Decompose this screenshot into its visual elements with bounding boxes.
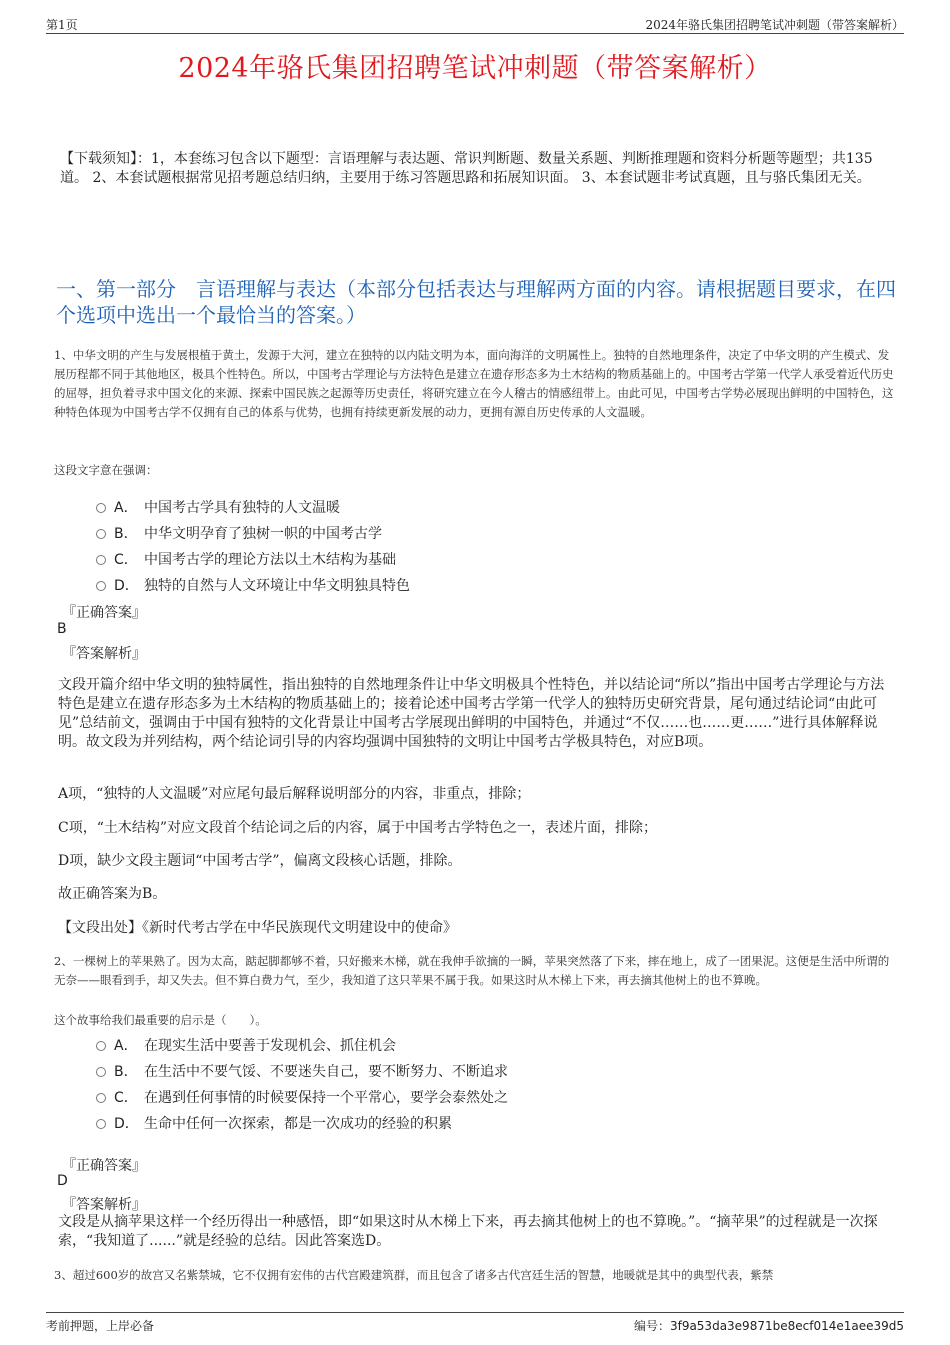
q1-answer: B (57, 621, 67, 637)
radio-icon[interactable] (96, 1067, 106, 1077)
radio-icon[interactable] (96, 581, 106, 591)
page-number: 第1页 (46, 18, 78, 32)
q1-passage: 1、中华文明的产生与发展根植于黄土，发源于大河，建立在独特的以内陆文明为本，面向海洋的文明属性上。独特的自然地理条件，决定了中华文明的产生模式、发展历程都不同于其他地区，极具个性特色。所以，中国考古学理论与方法特色是建立在遗存形态多为土木结构的物质基础上的。中国考古学第一代学人承受着近代历史的屈辱，担负着寻求中国文化的来源、探索中国民族之起源等历史责任，将研究建立在今人稽古的情感纽带上。由此可见，中国考古学势必展现出鲜明的中国特色，这种特色体现为中国考古学不仅拥有自己的体系与优势，也拥有持续更新发展的动力，更拥有源自历史传承的人文温暖。 (54, 348, 894, 419)
q3-passage: 3、超过600岁的故宫又名紫禁城，它不仅拥有宏伟的古代宫殿建筑群，而且包含了诸多古代宫廷生活的智慧，地暖就是其中的典型代表，紫禁 (54, 1268, 774, 1282)
q1-source: 【文段出处】《新时代考古学在中华民族现代文明建设中的使命》 (58, 920, 457, 936)
q1-analysis: 文段开篇介绍中华文明的独特属性，指出独特的自然地理条件让中华文明极具个性特色，并以结论词“所以”指出中国考古学理论与方法特色是建立在遗存形态多为土木结构的物质基础上的；接着论述中国考古学第一代学人的独特历史研究背景，尾句通过结论词“由此可见”总结前文，强调由于中国有独特的文化背景让中国考古学展现出鲜明的中国特色，并通过“不仅……也……更……”进行具体解释说明。故文段为并列结构，两个结论词引导的内容均强调中国独特的文明让中国考古学极具特色，对应B项。 (58, 677, 885, 750)
q2-analysis-label: 『答案解析』 (62, 1197, 146, 1213)
q2-analysis: 文段是从摘苹果这样一个经历得出一种感悟，即“如果这时从木梯上下来，再去摘其他树上的也不算晚。”。“摘苹果”的过程就是一次探索，“我知道了......”就是经验的总结。因此答案选D。 (58, 1214, 878, 1249)
q2-stem: 这个故事给我们最重要的启示是（ ）。 (54, 1013, 267, 1027)
download-notice: 【下载须知】：1，本套练习包含以下题型：言语理解与表达题、常识判断题、数量关系题、判断推理题和资料分析题等题型；共135道。 2、本套试题根据常见招考题总结归纳，主要用于练习答题思路和拓展知识面。 3、本套试题非考试真题，且与骆氏集团无关。 (60, 151, 873, 186)
radio-icon[interactable] (96, 503, 106, 513)
q2-option-a[interactable]: A． 在现实生活中要善于发现机会、抓住机会 (96, 1035, 396, 1055)
q1-option-d[interactable]: D． 独特的自然与人文环境让中华文明独具特色 (96, 575, 410, 595)
q2-option-c[interactable]: C． 在遇到任何事情的时候要保持一个平常心，要学会泰然处之 (96, 1087, 508, 1107)
q1-analysis-label: 『答案解析』 (62, 646, 146, 662)
footer-slogan: 考前押题，上岸必备 (46, 1319, 155, 1333)
page-header (46, 14, 904, 34)
q1-option-a[interactable]: A． 中国考古学具有独特的人文温暖 (96, 497, 340, 517)
q1-analysis-line: A项，“独特的人文温暖”对应尾句最后解释说明部分的内容，非重点，排除； (58, 786, 531, 802)
q1-option-c[interactable]: C． 中国考古学的理论方法以土木结构为基础 (96, 549, 396, 569)
header-doc-title: 2024年骆氏集团招聘笔试冲刺题（带答案解析） (645, 18, 904, 32)
radio-icon[interactable] (96, 1041, 106, 1051)
q2-option-d[interactable]: D． 生命中任何一次探索，都是一次成功的经验的积累 (96, 1113, 452, 1133)
section-heading: 一、第一部分 言语理解与表达（本部分包括表达与理解两方面的内容。请根据题目要求，在四个选项中选出一个最恰当的答案。） (56, 277, 896, 327)
q1-analysis-line: C项，“土木结构”对应文段首个结论词之后的内容，属于中国考古学特色之一，表述片面，排除； (58, 820, 658, 836)
q2-passage: 2、一棵树上的苹果熟了。因为太高，踮起脚都够不着，只好搬来木梯，就在我伸手欲摘的一瞬，苹果突然落了下来，摔在地上，成了一团果泥。这便是生活中所谓的无奈——眼看到手，却又失去。但不算白费力气，至少，我知道了这只苹果不属于我。如果这时从木梯上下来，再去摘其他树上的也不算晚。 (54, 954, 890, 987)
q1-analysis-line: D项，缺少文段主题词“中国考古学”，偏离文段核心话题，排除。 (58, 853, 462, 869)
radio-icon[interactable] (96, 529, 106, 539)
q1-option-b[interactable]: B． 中华文明孕育了独树一帜的中国考古学 (96, 523, 382, 543)
q1-answer-label: 『正确答案』 (62, 605, 146, 621)
q1-analysis-line: 故正确答案为B。 (58, 886, 167, 902)
page-footer (46, 1312, 904, 1334)
q1-stem: 这段文字意在强调： (54, 463, 158, 477)
radio-icon[interactable] (96, 1093, 106, 1103)
footer-code: 编号：3f9a53da3e9871be8ecf014e1aee39d5 (633, 1319, 904, 1333)
radio-icon[interactable] (96, 555, 106, 565)
q2-answer: D (57, 1173, 68, 1189)
radio-icon[interactable] (96, 1119, 106, 1129)
page-title: 2024年骆氏集团招聘笔试冲刺题（带答案解析） (178, 53, 772, 84)
q2-option-b[interactable]: B． 在生活中不要气馁、不要迷失自己，要不断努力、不断追求 (96, 1061, 508, 1081)
q2-answer-label: 『正确答案』 (62, 1158, 146, 1174)
